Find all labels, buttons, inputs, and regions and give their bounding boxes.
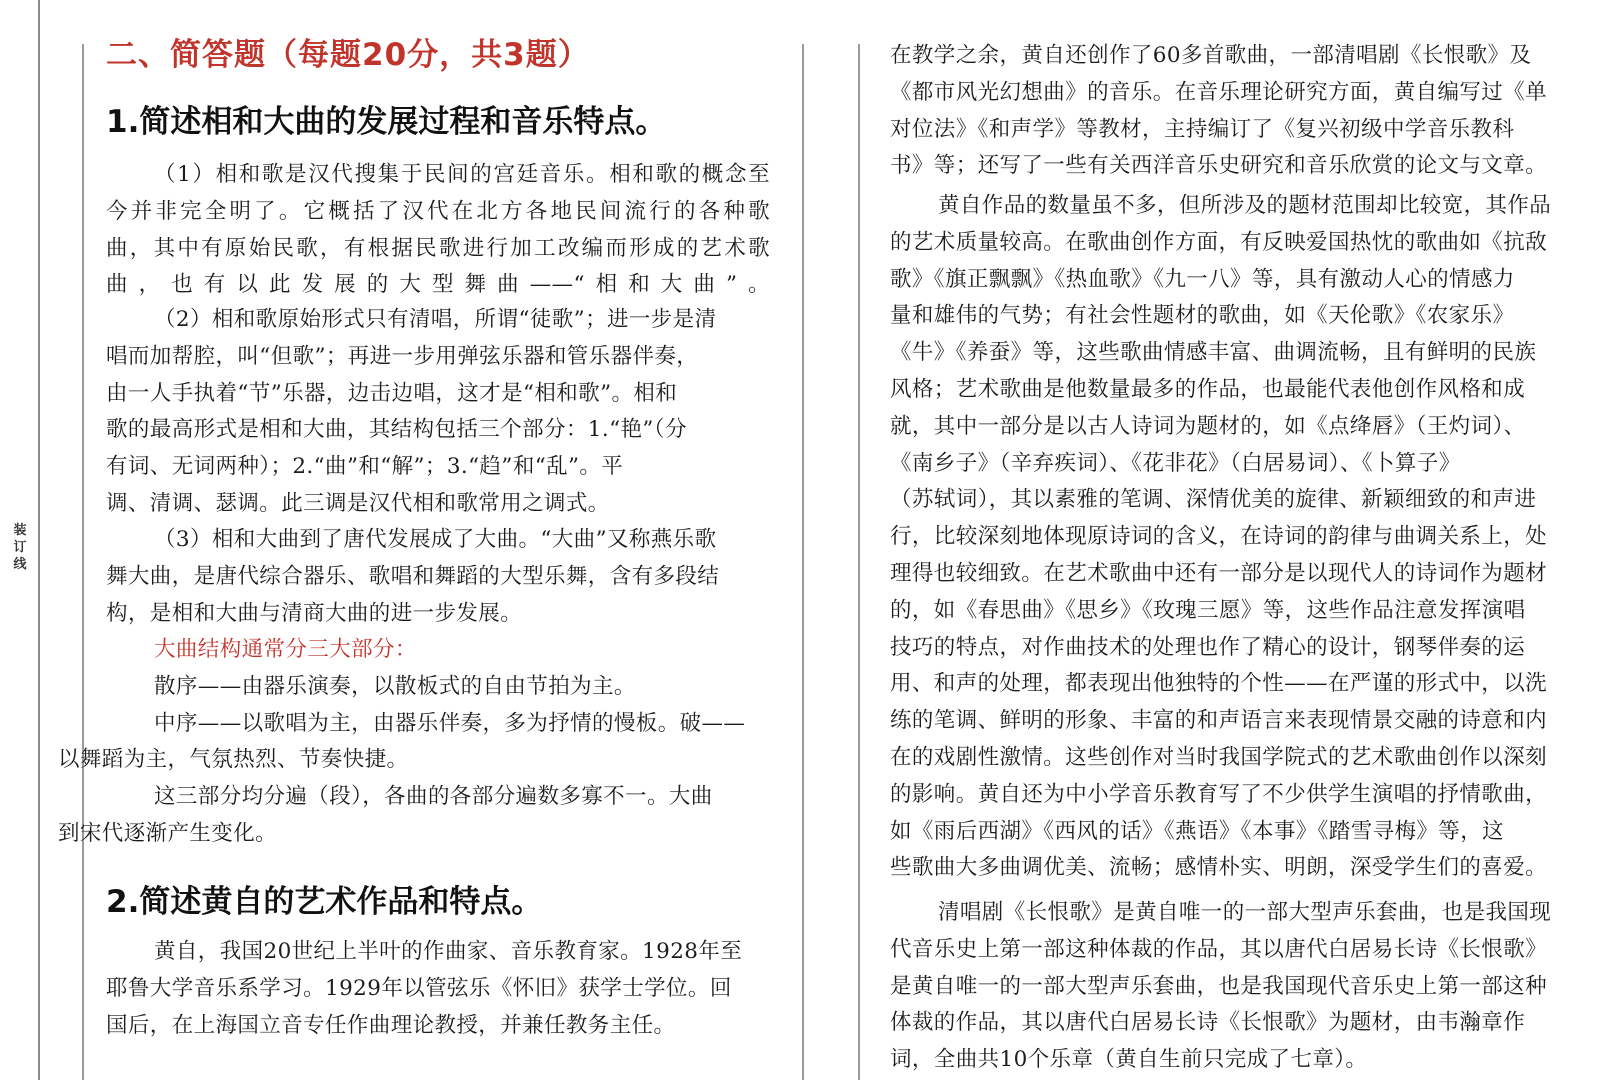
answer-paragraph: 黄自，我国20世纪上半叶的作曲家、音乐教育家。1928年至 耶鲁大学音乐系学习。1929年以管弦乐《怀旧》获学士学位。回 国后，在上海国立音专任作曲理论教授，并兼任教务主任。 bbox=[106, 939, 743, 1038]
binding-label bbox=[12, 522, 28, 573]
answer-paragraph: 清唱剧《长恨歌》是黄自唯一的一部大型声乐套曲，也是我国现 代音乐史上第一部这种体裁的作品，其以唐代白居易长诗《长恨歌》 是黄自唯一的一部大型声乐套曲，也是我国现代音乐史上第一部这种 体裁的作品，其以唐代白居易长诗《长恨歌》为题材，由韦瀚章作 词，全曲共10个乐章（黄自生前只完成了七章）。 bbox=[890, 900, 1552, 1073]
question-2-answer bbox=[106, 934, 770, 1044]
structure-zhongxu: 中序——以歌唱为主，由器乐伴奏，多为抒情的慢板。破—— 以舞蹈为主，气氛热烈、节奏快捷。 bbox=[58, 710, 746, 773]
left-margin-rule bbox=[82, 44, 84, 1080]
question-1-answer-part3 bbox=[106, 522, 770, 632]
question-1-answer bbox=[106, 157, 770, 304]
answer-paragraph: 黄自作品的数量虽不多，但所涉及的题材范围却比较宽，其作品 的艺术质量较高。在歌曲创作方面，有反映爱国热忱的歌曲如《抗敌 歌》《旗正飘飘》《热血歌》《九一八》等，具有激动人心的情感力 量和雄伟的气势；有社会性题材的歌曲，如《天伦歌》《农家乐》 《牛》《养蚕》等，这些歌曲情感丰富、曲调流畅，且有鲜明的民族 风格；艺术歌曲是他数量最多的作品，也最能代表他创作风格和成 就，其中一部分是以古人诗词为题材的，如《点绛唇》（王灼词）、 《南乡子》（辛弃疾词）、《花非花》（白居易词）、《卜算子》 （苏轼词），其以素雅的笔调、深情优美的旋律、新颖细致的和声进 行，比较深刻地体现原诗词的含义，在诗词的韵律与曲调关系上，处 理得也较细致。在艺术歌曲中还有一部分是以现代人的诗词作为题材 的，如《春思曲》《思乡》《玫瑰三愿》等，这些作品注意发挥演唱 技巧的特点，对作曲技术的处理也作了精心的设计，钢琴伴奏的运 用、和声的处理，都表现出他独特的个性——在严谨的形式中，以洗 练的笔调、鲜明的形象、丰富的和声语言来表现情景交融的诗意和内 在的戏剧性激情。这些创作对当时我国学院式的艺术歌曲创作以深刻 的影响。黄自还为中小学音乐教育写了不少供学生演唱的抒情歌曲， 如《雨后西湖》《西风的话》《燕语》《本事》《踏雪寻梅》等，这 些歌曲大多曲调优美、流畅；感情朴实、明朗，深受学生们的喜爱。 bbox=[890, 193, 1552, 881]
center-divider-rule bbox=[802, 44, 804, 1080]
answer-paragraph: 在教学之余，黄自还创作了60多首歌曲，一部清唱剧《长恨歌》及 《都市风光幻想曲》的音乐。在音乐理论研究方面，黄自编写过《单 对位法》《和声学》等教材，主持编订了《复兴初级中学音乐教科 书》等；还写了一些有关西洋音乐史研究和音乐欣赏的论文与文章。 bbox=[890, 43, 1548, 179]
binding-label-char: 装 bbox=[13, 523, 27, 538]
binding-label-char: 线 bbox=[13, 557, 27, 572]
question-1-answer-part2 bbox=[106, 302, 770, 523]
answer-paragraph: （2）相和歌原始形式只有清唱，所谓“徒歌”；进一步是清 唱而加帮腔，叫“但歌”；再进一步用弹弦乐器和管乐器伴奏， 由一人手执着“节”乐器，边击边唱，这才是“相和歌”。相和 歌的最高形式是相和大曲，其结构包括三个部分：1.“艳”（分 有词、无词两种）；2.“曲”和“解”；3.“趋”和“乱”。平 调、清调、瑟调。此三调是汉代相和歌常用之调式。 bbox=[106, 307, 717, 516]
huangzi-teaching-paragraph bbox=[890, 38, 1590, 185]
answer-paragraph: （3）相和大曲到了唐代发展成了大曲。“大曲”又称燕乐歌 舞大曲，是唐代综合器乐、歌唱和舞蹈的大型乐舞，含有多段结 构，是相和大曲与清商大曲的进一步发展。 bbox=[106, 527, 720, 626]
question-2-title: 2.简述黄自的艺术作品和特点。 bbox=[106, 884, 543, 920]
binding-line bbox=[38, 0, 40, 1080]
daqu-structure-note bbox=[58, 632, 770, 853]
right-margin-rule bbox=[858, 44, 860, 1080]
section-title: 二、简答题（每题20分，共3题） bbox=[106, 37, 590, 73]
huangzi-works-paragraph bbox=[890, 188, 1590, 887]
answer-paragraph: （1）相和歌是汉代搜集于民间的宫廷音乐。相和歌的概念至 今并非完全明了。它概括了汉代在北方各地民间流行的各种歌 曲，其中有原始民歌，有根据民歌进行加工改编而形成的艺术歌 曲，也有以此发展的大型舞曲——“相和大曲”。 bbox=[106, 162, 770, 298]
structure-sanxu: 散序——由器乐演奏，以散板式的自由节拍为主。 bbox=[154, 673, 636, 699]
answer-paragraph: 这三部分均分遍（段），各曲的各部分遍数多寡不一。大曲 到宋代逐渐产生变化。 bbox=[58, 784, 713, 846]
binding-label-char: 订 bbox=[13, 540, 27, 555]
structure-heading: 大曲结构通常分三大部分： bbox=[154, 637, 417, 662]
changhenge-paragraph bbox=[890, 895, 1590, 1079]
question-1-title: 1.简述相和大曲的发展过程和音乐特点。 bbox=[106, 104, 667, 140]
